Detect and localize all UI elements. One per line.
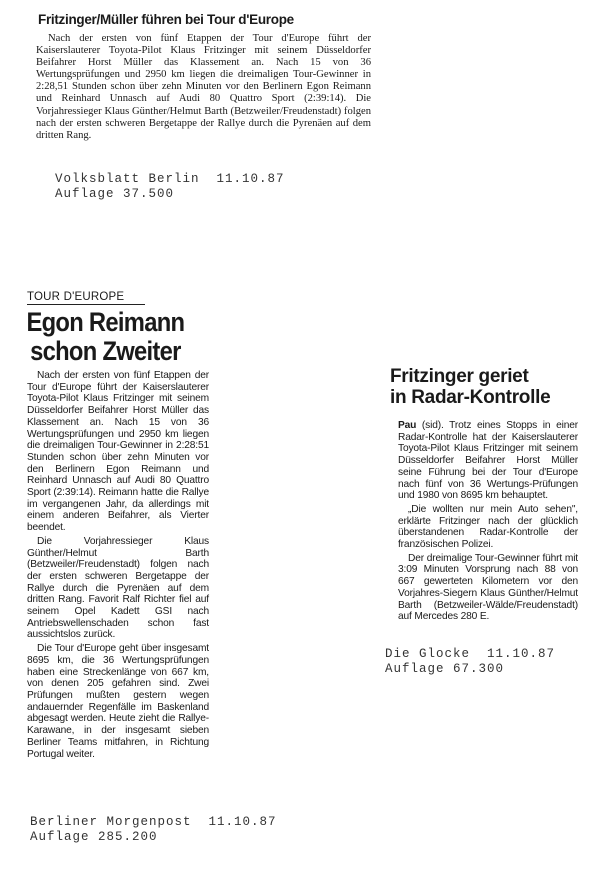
clipping3-body xyxy=(398,420,578,625)
clipping3-paragraph: „Die wollten nur mein Auto sehen", erklärte Fritzinger nach der glücklich überstandenen Radar-Kontrolle der französischen Polizei. xyxy=(398,503,578,551)
clipping2-headline-line1: Egon Reimann xyxy=(26,307,185,337)
clipping1-body xyxy=(36,33,371,142)
clipping3-headline-line2: in Radar-Kontrolle xyxy=(390,387,551,408)
clipping2-circulation: Auflage 285.200 xyxy=(30,830,158,844)
clipping2-body xyxy=(27,370,209,762)
clipping3-paragraph xyxy=(398,420,578,502)
clipping1-paragraph: Nach der ersten von fünf Etappen der Tour d'Europe führt der Kaiserslauterer Toyota-Pilot Klaus Fritzinger mit seinem Düsseldorfer Beifahrer Horst Müller das Klassement an. Nach 15 von 36 Wertungsprüfungen und 2950 km liegen die dreimaligen Tour-Gewinner in 2:28,51 Stunden schon über zehn Minuten vor den Berlinern Egon Reimann und Reinhard Unnasch auf Audi 80 Quattro Sport (2:39:14). Die Vorjahressieger Klaus Günther/Helmut Barth (Betzweiler/Freudenstadt) folgen nach der ersten schweren Bergetappe der Rallye durch die Pyrenäen auf dem dritten Rang. xyxy=(36,33,371,141)
clipping3-headline-line1: Fritzinger geriet xyxy=(390,366,529,387)
clipping3-source: Die Glocke 11.10.87 xyxy=(385,647,556,661)
clipping1-headline: Fritzinger/Müller führen bei Tour d'Europe xyxy=(38,12,294,27)
clipping3-headline xyxy=(390,366,600,408)
clipping1-source: Volksblatt Berlin 11.10.87 xyxy=(55,172,285,186)
clipping3-circulation: Auflage 67.300 xyxy=(385,662,505,676)
clipping3-lead: (sid). Trotz eines Stopps in einer Radar-Kontrolle hat der Kaiserslauterer Toyota-Pilot Klaus Fritzinger mit seinem Düsseldorfer Beifahrer Horst Müller seine Führung bei der Tour d'Europe nach fünf von 36 Wertungs-Prüfungen und 1980 von 8695 km behauptet. xyxy=(398,420,578,502)
clipping1-circulation: Auflage 37.500 xyxy=(55,187,175,201)
clipping2-paragraph: Nach der ersten von fünf Etappen der Tour d'Europe führt der Kaiserslauterer Toyota-Pilot Klaus Fritzinger mit seinem Düsseldorfer Beifahrer Horst Müller das Klassement an. Nach 15 von 36 Wertungsprüfungen und 2950 km liegen die dreimaligen Tour-Gewinner in 2:28:51 Stunden schon über zehn Minuten vor den Berlinern Egon Reimann und Reinhard Unnasch auf Audi 80 Quattro Sport (2:39:14). Reimann hatte die Rallye im vergangenen Jahr, da allerdings mit einem anderen Beifahrer, als Vierter beendet. xyxy=(27,370,209,534)
clipping2-paragraph: Die Vorjahressieger Klaus Günther/Helmut Barth (Betzweiler/Freudenstadt) folgen nach der ersten schweren Bergetappe der Rallye durch die Pyrenäen auf dem dritten Rang. Favorit Ralf Richter fiel auf seinem Opel Kadett GSI nach Antriebswellenschaden schon fast aussichtslos zurück. xyxy=(27,535,209,641)
clipping2-kicker: TOUR D'EUROPE xyxy=(27,291,145,305)
clipping2-paragraph: Die Tour d'Europe geht über insgesamt 8695 km, die 36 Wertungsprüfungen haben eine Streckenlänge von 667 km, von denen 205 gefahren sind. Zwei Prüfungen mußten gestern wegen andauernder Regenfälle im Baskenland abgesagt werden. Heute zieht die Rallye-Karawane, in der insgesamt sieben Berliner Teams mitfahren, in Richtung Portugal weiter. xyxy=(27,643,209,760)
clipping2-headline-line2: schon Zweiter xyxy=(30,336,181,366)
clipping3-paragraph: Der dreimalige Tour-Gewinner führt mit 3:09 Minuten Vorsprung nach 88 von 667 gewerteten Kilometern vor den Vorjahres-Siegern Klaus Günther/Helmut Barth (Betzweiler-Wälde/Freudenstadt) auf Mercedes 280 E. xyxy=(398,552,578,623)
clipping2-source: Berliner Morgenpost 11.10.87 xyxy=(30,815,277,829)
clipping3-dateline: Pau xyxy=(398,420,417,431)
clipping2-headline xyxy=(24,308,187,366)
